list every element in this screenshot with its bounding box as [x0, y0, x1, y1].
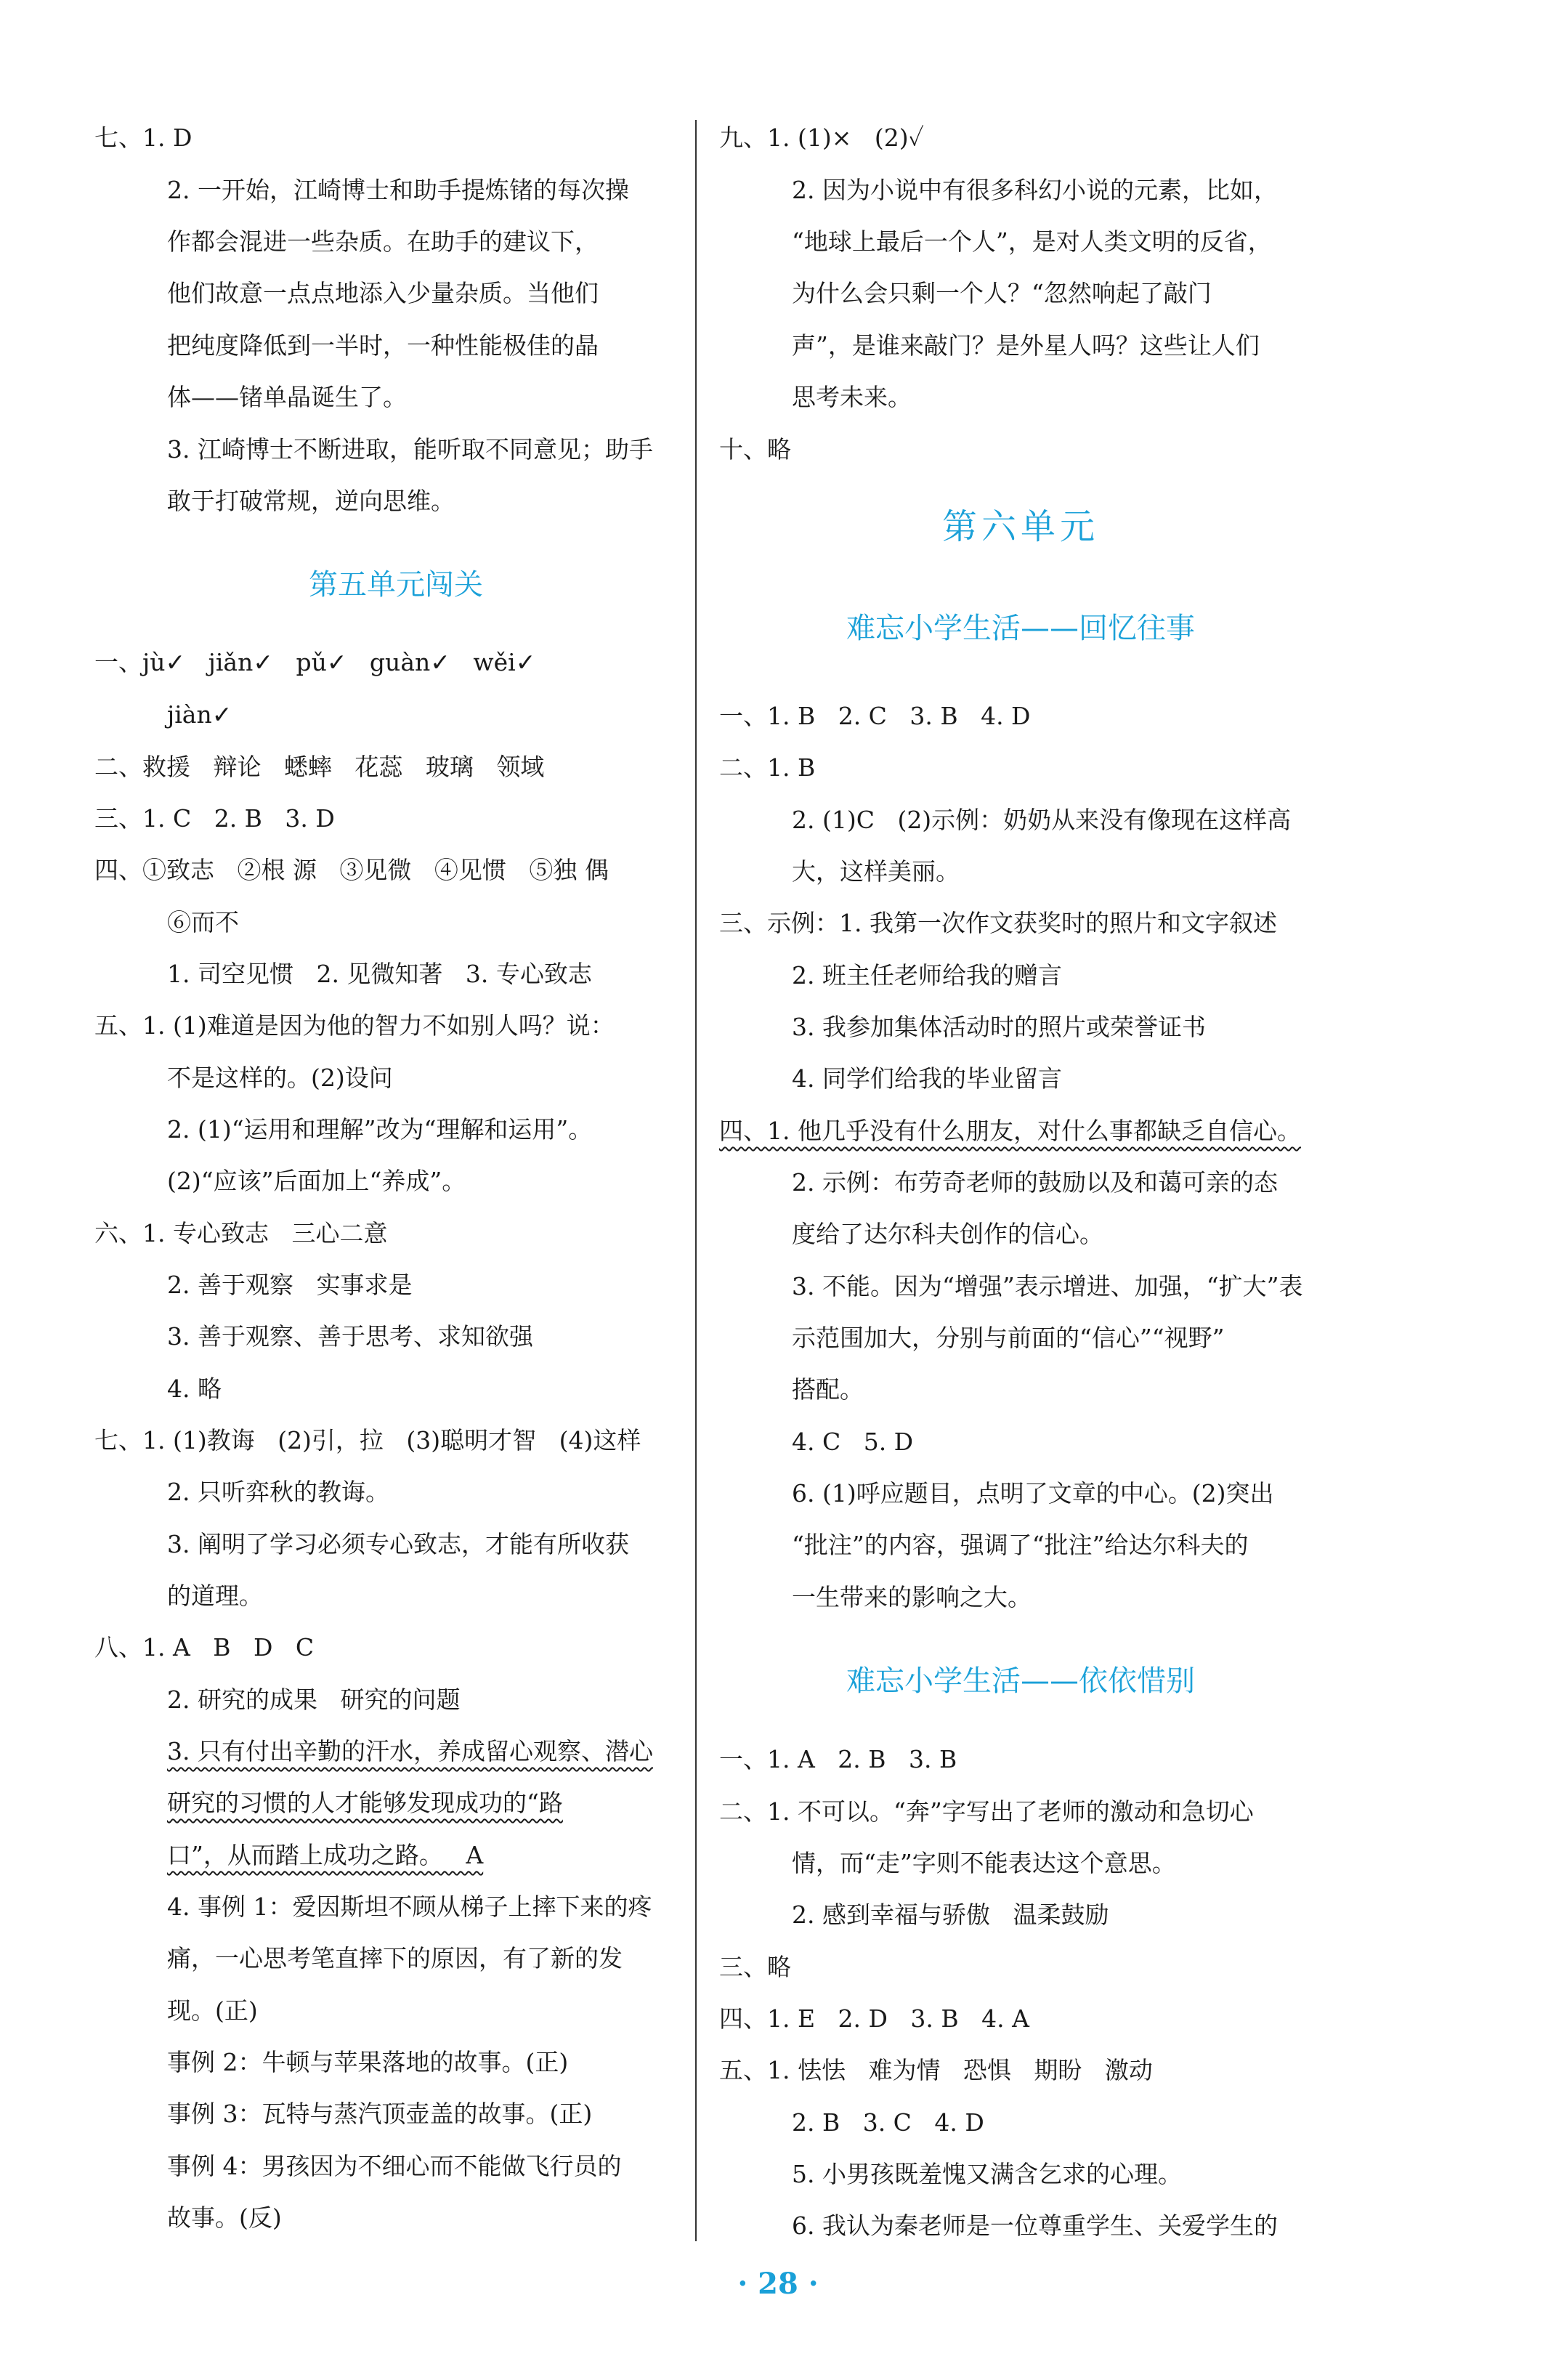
answer-line: 大，这样美丽。	[792, 857, 960, 886]
answer-line: 4. 略	[167, 1375, 222, 1403]
answer-line: 七、1. (1)教诲 (2)引，拉 (3)聪明才智 (4)这样	[94, 1426, 641, 1454]
answer-line: 3. 善于观察、善于思考、求知欲强	[167, 1322, 533, 1351]
answer-line: 2. 只听弈秋的教诲。	[167, 1478, 389, 1506]
answer-line: 2. 研究的成果 研究的问题	[167, 1685, 461, 1714]
answer-line: 体——锗单晶诞生了。	[167, 383, 407, 411]
answer-line: 一、1. A 2. B 3. B	[719, 1745, 957, 1773]
answer-line: 事例 3：瓦特与蒸汽顶壶盖的故事。(正)	[167, 2100, 593, 2128]
answer-line: 四、①致志 ②根 源 ③见微 ④见惯 ⑤独 偶	[94, 856, 609, 884]
answer-line: jiàn✓	[167, 700, 232, 729]
answer-line: 3. 我参加集体活动时的照片或荣誉证书	[792, 1013, 1206, 1041]
answer-line: 6. (1)呼应题目，点明了文章的中心。(2)突出	[792, 1479, 1274, 1507]
answer-line: 痛，一心思考笔直摔下的原因，有了新的发	[167, 1944, 623, 1972]
section-heading: 第五单元闯关	[309, 568, 483, 602]
answer-line: 二、1. B	[719, 753, 816, 782]
answer-line: 他们故意一点点地添入少量杂质。当他们	[167, 279, 599, 307]
answer-line: 3. 江崎博士不断进取，能听取不同意见；助手	[167, 435, 653, 464]
answer-line: “批注”的内容，强调了“批注”给达尔科夫的	[792, 1531, 1249, 1559]
section-heading: 难忘小学生活——回忆往事	[846, 612, 1195, 645]
answer-line: 1. 司空见惯 2. 见微知著 3. 专心致志	[167, 960, 592, 988]
answer-line: 敢于打破常规，逆向思维。	[167, 487, 455, 515]
answer-line: 2. 善于观察 实事求是	[167, 1271, 413, 1299]
answer-line: 2. 因为小说中有很多科幻小说的元素，比如，	[792, 176, 1278, 204]
column-divider	[695, 120, 697, 2241]
answer-line: 九、1. (1)× (2)✓	[719, 124, 924, 152]
answer-line: 3. 不能。因为“增强”表示增进、加强，“扩大”表	[792, 1272, 1303, 1300]
answer-line: 4. C 5. D	[792, 1428, 914, 1456]
answer-line: 二、救援 辩论 蟋蟀 花蕊 玻璃 领域	[94, 753, 545, 781]
answer-line: “地球上最后一个人”，是对人类文明的反省，	[792, 227, 1272, 256]
answer-line: 情，而“走”字则不能表达这个意思。	[792, 1849, 1176, 1877]
answer-line: ⑥而不	[167, 908, 239, 936]
answer-line: 一生带来的影响之大。	[792, 1583, 1032, 1611]
answer-line: 2. 班主任老师给我的赠言	[792, 961, 1062, 989]
answer-line: 六、1. 专心致志 三心二意	[94, 1219, 388, 1247]
answer-line: 四、1. 他几乎没有什么朋友，对什么事都缺乏自信心。	[719, 1117, 1301, 1145]
answer-line: 五、1. 怯怯 难为情 恐惧 期盼 激动	[719, 2056, 1153, 2084]
answer-line: 声”，是谁来敲门？是外星人吗？这些让人们	[792, 331, 1260, 360]
answer-line: 搭配。	[792, 1375, 864, 1404]
answer-line: 度给了达尔科夫创作的信心。	[792, 1220, 1103, 1248]
answer-line: 4. 同学们给我的毕业留言	[792, 1064, 1062, 1093]
answer-line: 为什么会只剩一个人？“忽然响起了敲门	[792, 279, 1212, 307]
answer-line: 2. 一开始，江崎博士和助手提炼锗的每次操	[167, 176, 629, 204]
answer-line: 作都会混进一些杂质。在助手的建议下，	[167, 227, 599, 256]
answer-line: 5. 小男孩既羞愧又满含乞求的心理。	[792, 2160, 1182, 2188]
answer-line: 四、1. E 2. D 3. B 4. A	[719, 2004, 1029, 2033]
answer-line: 4. 事例 1：爱因斯坦不顾从梯子上摔下来的疼	[167, 1893, 652, 1921]
answer-line: 现。(正)	[167, 1996, 258, 2025]
answer-line: 一、1. B 2. C 3. B 4. D	[719, 702, 1031, 730]
answer-line: 思考未来。	[792, 383, 912, 411]
answer-line: 示范围加大，分别与前面的“信心”“视野”	[792, 1324, 1225, 1352]
answer-line: 三、略	[719, 1953, 791, 1981]
answer-line: 6. 我认为秦老师是一位尊重学生、关爱学生的	[792, 2211, 1278, 2240]
answer-line: 故事。(反)	[167, 2203, 282, 2232]
answer-line: 2. (1)“运用和理解”改为“理解和运用”。	[167, 1115, 593, 1144]
answer-line: 把纯度降低到一半时，一种性能极佳的晶	[167, 331, 599, 360]
answer-line: 七、1. D	[94, 124, 193, 152]
answer-line: 口”，从而踏上成功之路。 A	[167, 1841, 484, 1869]
page-number: · 28 ·	[737, 2267, 819, 2301]
answer-line: 2. 感到幸福与骄傲 温柔鼓励	[792, 1901, 1109, 1929]
answer-line: 2. B 3. C 4. D	[792, 2108, 984, 2137]
answer-line: 五、1. (1)难道是因为他的智力不如别人吗？说：	[94, 1011, 615, 1040]
answer-line: 事例 4：男孩因为不细心而不能做飞行员的	[167, 2152, 622, 2180]
answer-line: 2. (1)C (2)示例：奶奶从来没有像现在这样高	[792, 806, 1292, 834]
answer-line: 三、示例：1. 我第一次作文获奖时的照片和文字叙述	[719, 909, 1277, 937]
answer-line: 八、1. A B D C	[94, 1633, 315, 1661]
answer-line: 的道理。	[167, 1582, 263, 1610]
answer-line: 十、略	[719, 435, 791, 464]
answer-line: 三、1. C 2. B 3. D	[94, 804, 335, 833]
answer-line: (2)“应该”后面加上“养成”。	[167, 1167, 466, 1195]
answer-line: 2. 示例：布劳奇老师的鼓励以及和蔼可亲的态	[792, 1168, 1278, 1197]
section-heading: 难忘小学生活——依依惜别	[846, 1664, 1195, 1698]
answer-line: 3. 只有付出辛勤的汗水，养成留心观察、潜心	[167, 1737, 653, 1765]
section-heading: 第六单元	[941, 506, 1099, 547]
answer-line: 3. 阐明了学习必须专心致志，才能有所收获	[167, 1530, 629, 1558]
answer-line: 研究的习惯的人才能够发现成功的“路	[167, 1789, 563, 1817]
answer-line: 二、1. 不可以。“奔”字写出了老师的激动和急切心	[719, 1797, 1254, 1826]
answer-line: 不是这样的。(2)设问	[167, 1064, 393, 1092]
answer-line: 一、jù✓ jiǎn✓ pǔ✓ guàn✓ wěi✓	[94, 648, 536, 676]
answer-line: 事例 2：牛顿与苹果落地的故事。(正)	[167, 2048, 569, 2076]
